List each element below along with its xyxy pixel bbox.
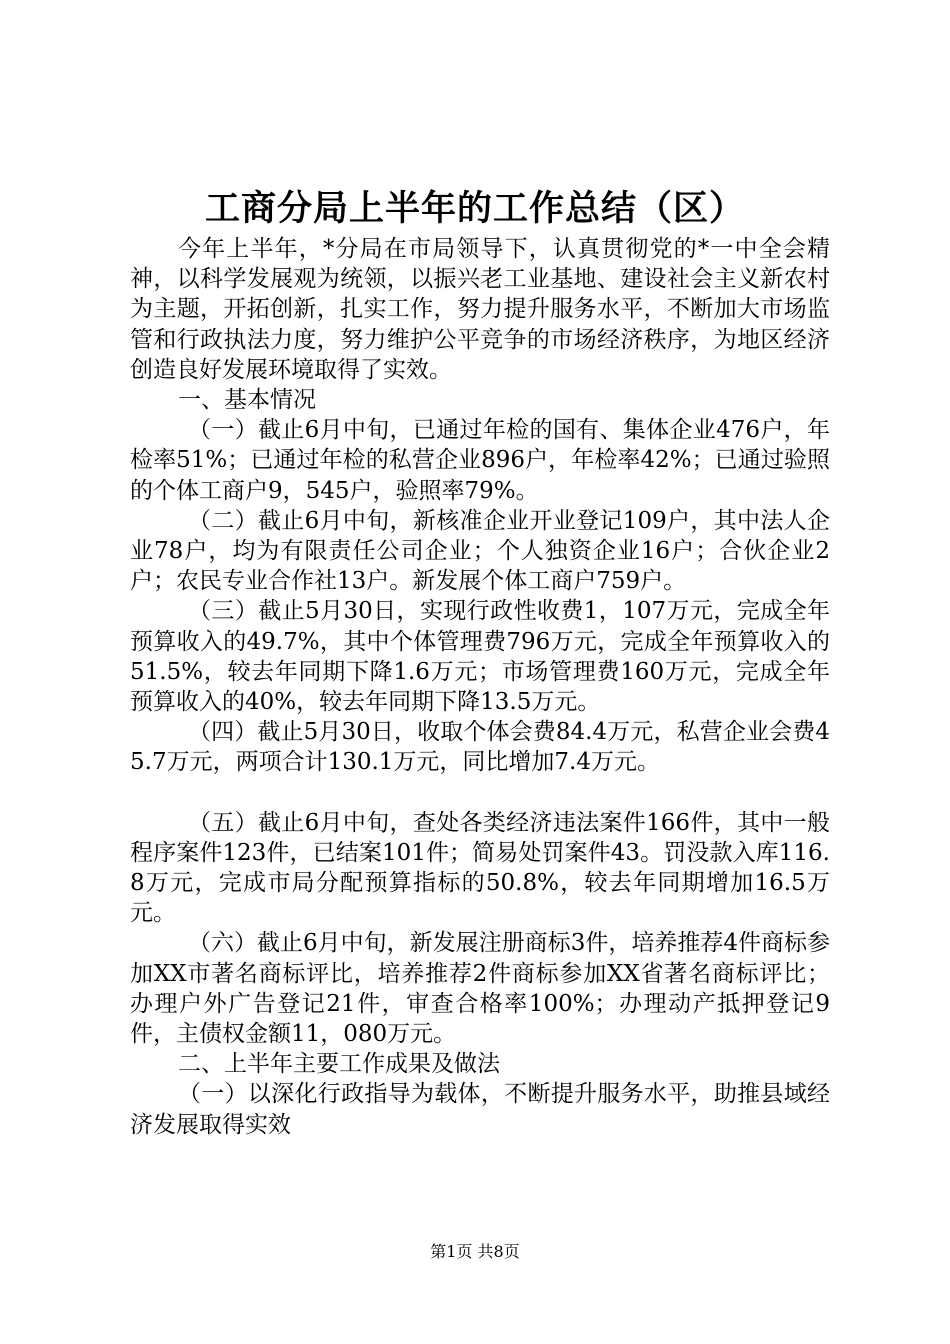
document-body <box>130 234 830 1140</box>
subsection-heading-1: （一）以深化行政指导为载体，不断提升服务水平，助推县域经济发展取得实效 <box>130 1081 830 1138</box>
paragraph-item-1: （一）截止6月中旬，已通过年检的国有、集体企业476户，年检率51%；已通过年检的私营企业896户，年检率42%；已通过验照的个体工商户9，545户，验照率79%。 <box>130 417 830 504</box>
paragraph-item-3: （三）截止5月30日，实现行政性收费1，107万元，完成全年预算收入的49.7%，其中个体管理费796万元，完成全年预算收入的51.5%，较去年同期下降1.6万元；市场管理费160万元，完成全年预算收入的40%，较去年同期下降13.5万元。 <box>130 598 830 716</box>
paragraph-item-2: （二）截止6月中旬，新核准企业开业登记109户，其中法人企业78户，均为有限责任公司企业；个人独资企业16户；合伙企业2户；农民专业合作社13户。新发展个体工商户759户。 <box>130 507 830 595</box>
paragraph-item-6: （六）截止6月中旬，新发展注册商标3件，培养推荐4件商标参加XX市著名商标评比，培养推荐2件商标参加XX省著名商标评比；办理户外广告登记21件，审查合格率100%；办理动产抵押登记9件，主债权金额11，080万元。 <box>130 930 830 1048</box>
paragraph-item-4: （四）截止5月30日，收取个体会费84.4万元，私营企业会费45.7万元，两项合计130.1万元，同比增加7.4万元。 <box>130 719 830 776</box>
document-title: 工商分局上半年的工作总结（区） <box>204 189 745 229</box>
paragraph-item-5: （五）截止6月中旬，查处各类经济违法案件166件，其中一般程序案件123件，已结案101件；简易处罚案件43。罚没款入库116.8万元，完成市局分配预算指标的50.8%，较去年同期增加16.5万元。 <box>130 809 830 927</box>
section-heading-basic-situation: 一、基本情况 <box>178 387 316 414</box>
intro-paragraph: 今年上半年，*分局在市局领导下，认真贯彻党的*一中全会精神，以科学发展观为统领，以振兴老工业基地、建设社会主义新农村为主题，开拓创新，扎实工作，努力提升服务水平，不断加大市场监管和行政执法力度，努力维护公平竞争的市场经济秩序，为地区经济创造良好发展环境取得了实效。 <box>130 236 830 383</box>
section-heading-main-results: 二、上半年主要工作成果及做法 <box>178 1051 500 1078</box>
page-footer: 第1页 共8页 <box>430 1242 520 1261</box>
paragraph-spacer <box>130 778 830 808</box>
